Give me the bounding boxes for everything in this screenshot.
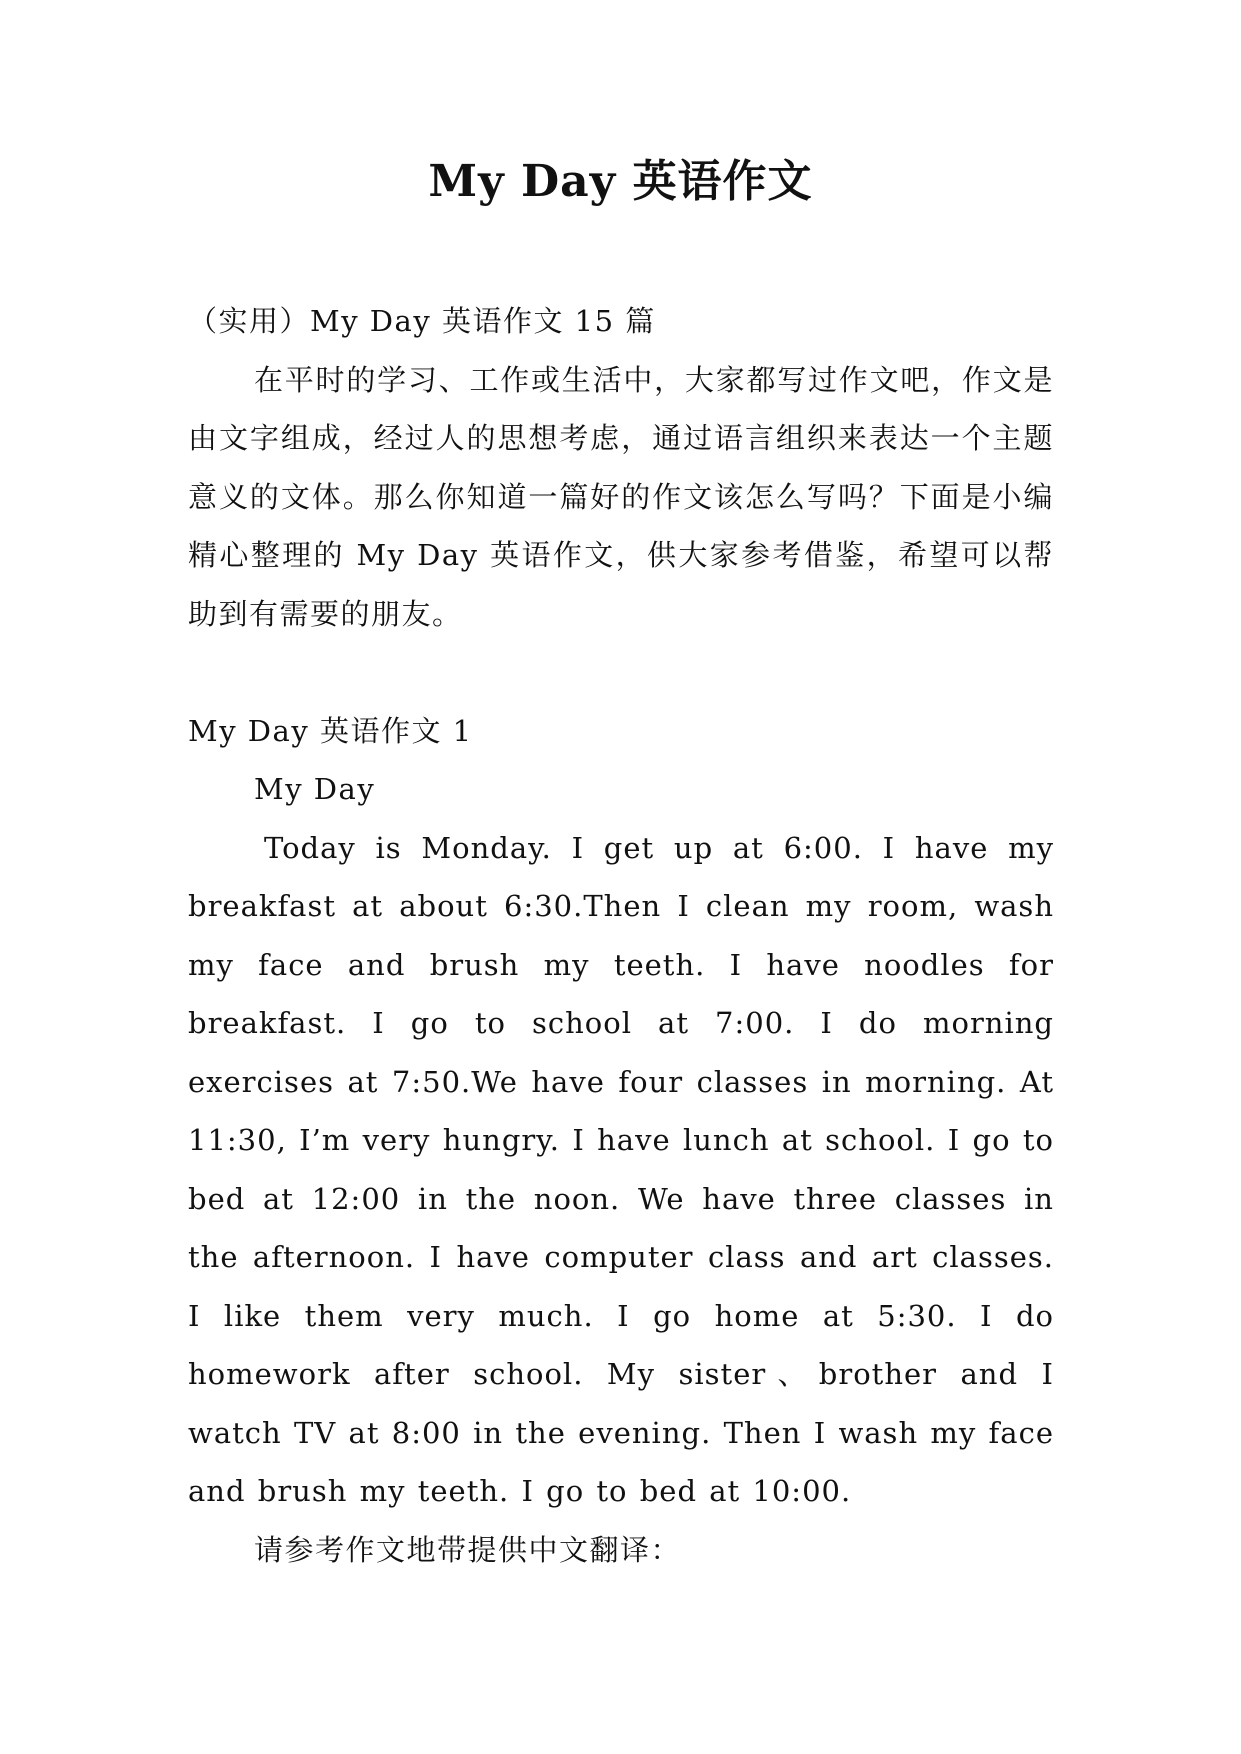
essay-body: Today is Monday. I get up at 6:00. I have my breakfast at about 6:30.Then I clean my room, wash my face and brush my teeth. I have noodles for breakfast. I go to school at 7:00. I do morning exercises at 7:50.We have four classes in morning. At 11:30, I’m very hungry. I have lunch at school. I go to bed at 12:00 in the noon. We have three classes in the afternoon. I have computer class and art classes. I like them very much. I go home at 5:30. I do homework after school. My sister、brother and I watch TV at 8:00 in the evening. Then I wash my face and brush my teeth. I go to bed at 10:00. (188, 830, 1054, 1508)
document-body (188, 292, 1054, 1579)
translation-note: 请参考作文地带提供中文翻译： (254, 1532, 682, 1567)
document-subtitle: （实用）My Day 英语作文 15 篇 (188, 304, 656, 338)
essay-title: My Day (254, 772, 376, 806)
document-title: My Day 英语作文 (428, 156, 813, 207)
spacer (188, 643, 1054, 702)
section-heading: My Day 英语作文 1 (188, 713, 473, 748)
intro-paragraph: 在平时的学习、工作或生活中，大家都写过作文吧，作文是由文字组成，经过人的思想考虑，通过语言组织来表达一个主题意义的文体。那么你知道一篇好的作文该怎么写吗？下面是小编精心整理的 My Day 英语作文，供大家参考借鉴，希望可以帮助到有需要的朋友。 (188, 362, 1054, 631)
